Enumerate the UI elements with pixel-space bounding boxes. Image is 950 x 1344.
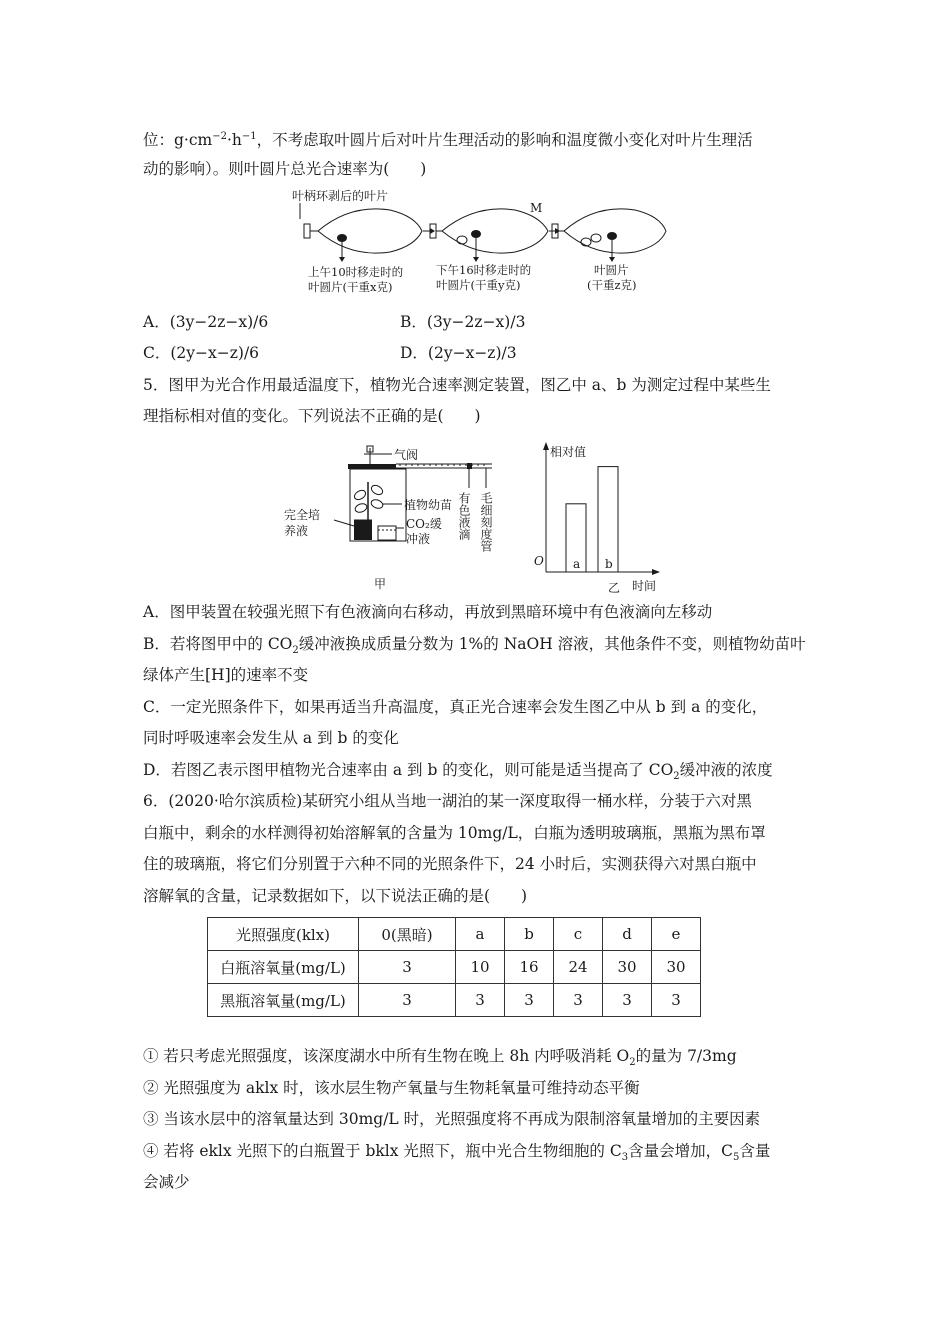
table-header-cell: b (505, 918, 554, 951)
chart-caption: 乙 (608, 581, 621, 595)
q4-option-c: C．(2y−x−z)/6 (143, 344, 260, 362)
q4-intro-line-2: 动的影响）。则叶圆片总光合速率为( ) (143, 160, 427, 178)
q4-option-b: B．(3y−2z−x)/3 (400, 313, 526, 331)
svg-text:有色液滴: 有色液滴 (457, 492, 471, 540)
q6-statement-2: ② 光照强度为 aklx 时，该水层生物产氧量与生物耗氧量可维持动态平衡 (143, 1079, 640, 1097)
q6-stem-line-3: 住的玻璃瓶，将它们分别置于六种不同的光照条件下，24 小时后，实测获得六对黑白瓶中 (143, 855, 757, 873)
table-cell: 24 (554, 951, 603, 984)
q6-stem-line-4: 溶解氧的含量，记录数据如下，以下说法正确的是( ) (143, 887, 528, 905)
table-header-cell: e (652, 918, 701, 951)
table-cell: 30 (603, 951, 652, 984)
table-header-cell: 0(黑暗) (359, 918, 456, 951)
table-cell: 3 (359, 984, 456, 1017)
leaf-disc-figure (290, 186, 670, 298)
table-header-cell: a (456, 918, 505, 951)
label-culture-2: 养液 (284, 524, 309, 538)
bar-chart-yi (528, 438, 668, 595)
chart-ylabel: 相对值 (550, 445, 587, 459)
label-tube-vertical (479, 492, 493, 552)
label-culture-1: 完全培 (284, 508, 321, 522)
table-cell: 黑瓶溶氧量(mg/L) (208, 984, 359, 1017)
figure-label-top: 叶柄环剥后的叶片 (292, 189, 389, 203)
q5-option-b-line-1: B．若将图甲中的 $CO_2$缓冲液换成质量分数为 1%的 NaOH 溶液，其他条件不变，则植物幼苗叶 (143, 635, 806, 657)
table-cell: 3 (505, 984, 554, 1017)
table-cell: 白瓶溶氧量(mg/L) (208, 951, 359, 984)
caption-jia: 甲 (374, 577, 387, 591)
table-cell: 16 (505, 951, 554, 984)
label-droplet-vertical (457, 492, 471, 541)
label-seedling: 植物幼苗 (404, 498, 453, 512)
apparatus-figure-jia (282, 440, 512, 595)
chart-xlabel: 时间 (632, 579, 657, 593)
q5-stem-line-1: 5．图甲为光合作用最适温度下，植物光合速率测定装置，图乙中 a、b 为测定过程中某些生 (143, 376, 771, 394)
label-buffer-2: 冲液 (406, 532, 431, 546)
q5-stem-line-2: 理指标相对值的变化。下列说法不正确的是( ) (143, 407, 481, 425)
table-header-row (208, 918, 701, 951)
bar-label-a: a (573, 557, 581, 571)
bar-label-b: b (605, 557, 613, 571)
leaf-2 (430, 209, 548, 262)
table-header-cell: d (603, 918, 652, 951)
figure-label-m: M (530, 201, 543, 215)
leaf-2-caption-1: 下午16时移走时的 (436, 263, 532, 277)
label-buffer-1: CO₂缓 (406, 517, 442, 531)
q5-option-c-line-2: 同时呼吸速率会发生从 a 到 b 的变化 (143, 729, 399, 747)
q4-option-d: D．(2y−x−z)/3 (400, 344, 517, 362)
q6-stem-line-1: 6．(2020·哈尔滨质检)某研究小组从当地一湖泊的某一深度取得一桶水样，分装于六对黑 (143, 792, 752, 810)
table-header-cell: 光照强度(klx) (208, 918, 359, 951)
table-cell: 3 (652, 984, 701, 1017)
table-row (208, 984, 701, 1017)
q6-statement-4-line-2: 会减少 (143, 1173, 190, 1191)
leaf-1 (304, 209, 422, 262)
table-cell: 3 (554, 984, 603, 1017)
leaf-1-caption-2: 叶圆片(干重x克) (308, 280, 393, 294)
q5-option-b-line-2: 绿体产生[H]的速率不变 (143, 666, 309, 684)
q6-statement-1: ① 若只考虑光照强度，该深度湖水中所有生物在晚上 8h 内呼吸消耗 $O_2$的量为 7/3mg (143, 1047, 737, 1069)
table-cell: 3 (456, 984, 505, 1017)
q6-stem-line-2: 白瓶中，剩余的水样测得初始溶解氧的含量为 10mg/L，白瓶为透明玻璃瓶，黑瓶为黑布罩 (143, 824, 766, 842)
table-cell: 30 (652, 951, 701, 984)
q5-option-d: D．若图乙表示图甲植物光合速率由 a 到 b 的变化，则可能是适当提高了 $CO_2$缓冲液的浓度 (143, 761, 773, 783)
q5-option-a: A．图甲装置在较强光照下有色液滴向右移动，再放到黑暗环境中有色液滴向左移动 (143, 603, 713, 621)
q6-statement-4-line-1: ④ 若将 eklx 光照下的白瓶置于 bklx 光照下，瓶中光合生物细胞的 $C_3$含量会增加，$C_5$含量 (143, 1142, 771, 1164)
leaf-3 (552, 209, 666, 262)
table-header-cell: c (554, 918, 603, 951)
q4-intro-line-1: 位：$g\cdot cm^{-2}\cdot h^{-1}$，不考虑取叶圆片后对叶片生理活动的影响和温度微小变化对叶片生理活 (143, 131, 753, 150)
table-cell: 3 (603, 984, 652, 1017)
q5-option-c-line-1: C．一定光照条件下，如果再适当升高温度，真正光合速率会发生图乙中从 b 到 a 的变化， (143, 698, 768, 716)
table-cell: 10 (456, 951, 505, 984)
svg-text:毛细刻度管: 毛细刻度管 (479, 492, 493, 552)
leaf-1-caption-1: 上午10时移走时的 (308, 265, 404, 279)
table-row (208, 951, 701, 984)
label-valve: 气阀 (394, 448, 419, 462)
table-cell: 3 (359, 951, 456, 984)
chart-origin: O (534, 554, 544, 568)
q4-option-a: A．(3y−2z−x)/6 (143, 313, 269, 331)
leaf-2-caption-2: 叶圆片(干重y克) (436, 278, 521, 292)
leaf-3-caption-2: (干重z克) (587, 278, 637, 292)
oxygen-data-table (207, 917, 701, 1017)
leaf-3-caption-1: 叶圆片 (594, 263, 629, 277)
q6-statement-3: ③ 当该水层中的溶氧量达到 30mg/L 时，光照强度将不再成为限制溶氧量增加的主要因素 (143, 1110, 761, 1128)
